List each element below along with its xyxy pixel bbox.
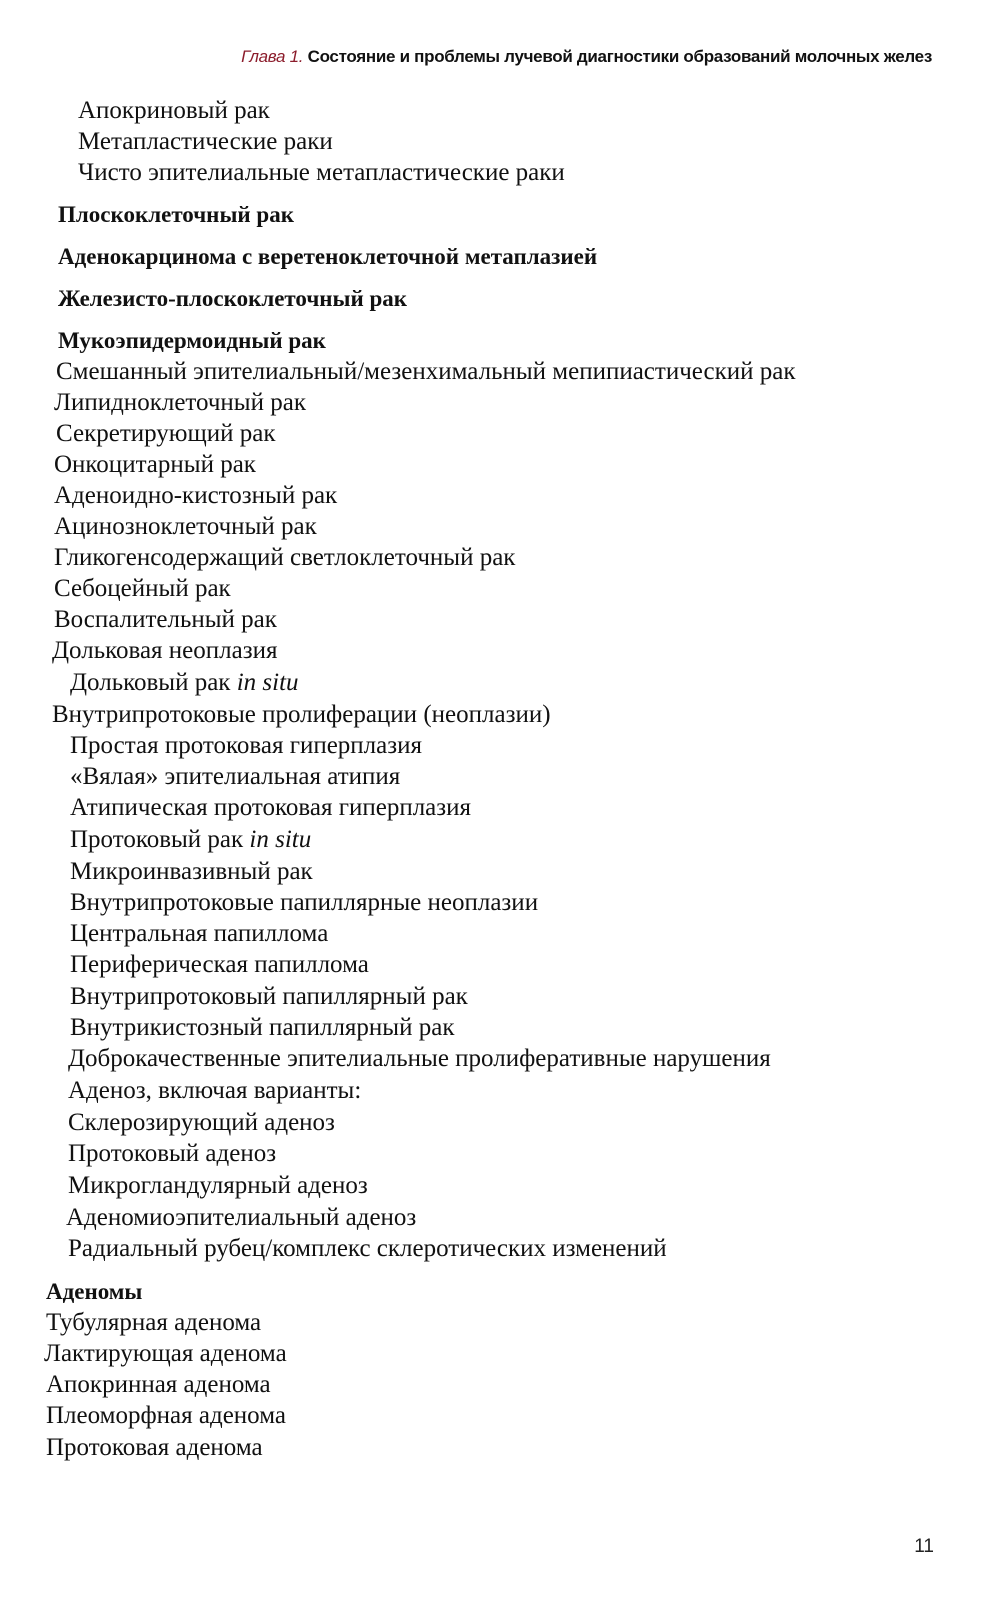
list-item-text: Микрогландулярный аденоз — [68, 1172, 368, 1199]
list-item — [70, 731, 422, 761]
list-item-text: Воспалительный рак — [54, 606, 277, 633]
list-item — [70, 1013, 454, 1043]
list-item-text: Протоковый рак — [70, 826, 250, 853]
list-item — [68, 1171, 368, 1201]
section-heading — [58, 326, 326, 356]
list-item — [56, 419, 275, 449]
list-item-text: Смешанный эпителиальный/мезенхимальный мепипиастический рак — [56, 358, 796, 385]
list-item-text: Ацинозноклеточный рак — [54, 513, 317, 540]
list-item-text: Периферическая папиллома — [70, 951, 369, 978]
list-item — [46, 1433, 263, 1463]
list-item-text: Мукоэпидермоидный рак — [58, 328, 326, 353]
list-item-italic-text: in situ — [249, 826, 312, 853]
list-item-text: Липидноклеточный рак — [54, 389, 306, 416]
list-item — [70, 762, 400, 792]
section-heading — [58, 242, 597, 272]
list-item — [66, 1203, 416, 1233]
list-item — [70, 950, 369, 980]
page-number: 11 — [914, 1536, 934, 1557]
list-item-text: Онкоцитарный рак — [54, 451, 256, 478]
list-item — [78, 96, 270, 126]
list-item-text: Протоковая аденома — [46, 1434, 263, 1461]
list-item — [54, 481, 337, 511]
list-item-text: Простая протоковая гиперплазия — [70, 732, 423, 759]
list-item — [70, 982, 468, 1012]
list-item-text: Внутрикистозный папиллярный рак — [70, 1014, 455, 1041]
list-item-text: Внутрипротоковые папиллярные неоплазии — [70, 889, 539, 916]
list-item — [78, 127, 333, 157]
list-item-text: Аденомы — [46, 1279, 143, 1304]
list-item — [70, 825, 311, 855]
list-item — [70, 793, 471, 823]
list-item — [54, 512, 317, 542]
list-item-text: Себоцейный рак — [54, 575, 231, 602]
list-item — [52, 700, 551, 730]
list-item-text: Апокринная аденома — [46, 1371, 271, 1398]
list-item — [54, 543, 515, 573]
list-item-text: «Вялая» эпителиальная атипия — [70, 763, 401, 790]
list-item-text: Железисто-плоскоклеточный рак — [58, 286, 408, 311]
list-item-text: Плоскоклеточный рак — [58, 202, 294, 227]
list-item-text: Чисто эпителиальные метапластические раки — [78, 159, 565, 186]
list-item — [68, 1139, 276, 1169]
list-item-text: Склерозирующий аденоз — [68, 1109, 335, 1136]
list-item-text: Дольковый рак — [70, 669, 237, 696]
section-heading — [46, 1277, 142, 1307]
list-item-text: Плеоморфная аденома — [46, 1402, 286, 1429]
list-item-text: Апокриновый рак — [78, 97, 270, 124]
list-item-text: Дольковая неоплазия — [52, 637, 278, 664]
list-item-text: Аденокарцинома с веретеноклеточной метаплазией — [58, 244, 598, 269]
list-item — [68, 1108, 335, 1138]
list-item — [44, 1339, 287, 1369]
chapter-label: Глава 1. — [241, 47, 304, 66]
list-item-text: Тубулярная аденома — [46, 1309, 262, 1336]
list-item-text: Метапластические раки — [78, 128, 333, 155]
list-item — [68, 1234, 667, 1264]
list-item — [52, 636, 277, 666]
list-item — [54, 574, 231, 604]
list-item-text: Протоковый аденоз — [68, 1140, 277, 1167]
list-item — [54, 605, 277, 635]
list-item-text: Внутрипротоковый папиллярный рак — [70, 983, 468, 1010]
list-item — [78, 158, 565, 188]
list-item-text: Атипическая протоковая гиперплазия — [70, 794, 472, 821]
list-item-text: Секретирующий рак — [56, 420, 276, 447]
list-item — [46, 1401, 286, 1431]
list-item-text: Доброкачественные эпителиальные пролиферативные нарушения — [68, 1045, 771, 1072]
list-item-text: Микроинвазивный рак — [70, 858, 313, 885]
list-item — [70, 668, 299, 698]
list-item-text: Внутрипротоковые пролиферации (неоплазии) — [52, 701, 551, 728]
list-item — [54, 450, 256, 480]
list-item-text: Радиальный рубец/комплекс склеротических изменений — [68, 1235, 667, 1262]
chapter-title: Состояние и проблемы лучевой диагностики образований молочных желез — [307, 47, 932, 66]
list-item-text: Лактирующая аденома — [44, 1340, 287, 1367]
list-item-text: Гликогенсодержащий светлоклеточный рак — [54, 544, 516, 571]
list-item-text: Аденоз, включая варианты: — [68, 1077, 362, 1104]
list-item-text: Центральная папиллома — [70, 920, 329, 947]
running-head — [241, 47, 932, 67]
list-item — [70, 888, 538, 918]
list-item — [70, 919, 328, 949]
section-heading — [58, 200, 294, 230]
list-item — [46, 1308, 261, 1338]
list-item-text: Аденомиоэпителиальный аденоз — [66, 1204, 417, 1231]
section-heading — [58, 284, 407, 314]
list-item — [56, 357, 796, 387]
list-item — [70, 857, 313, 887]
list-item — [68, 1044, 771, 1074]
list-item — [54, 388, 306, 418]
list-item-text: Аденоидно-кистозный рак — [54, 482, 338, 509]
list-item-italic-text: in situ — [236, 669, 299, 696]
list-item — [68, 1076, 361, 1106]
list-item — [46, 1370, 271, 1400]
